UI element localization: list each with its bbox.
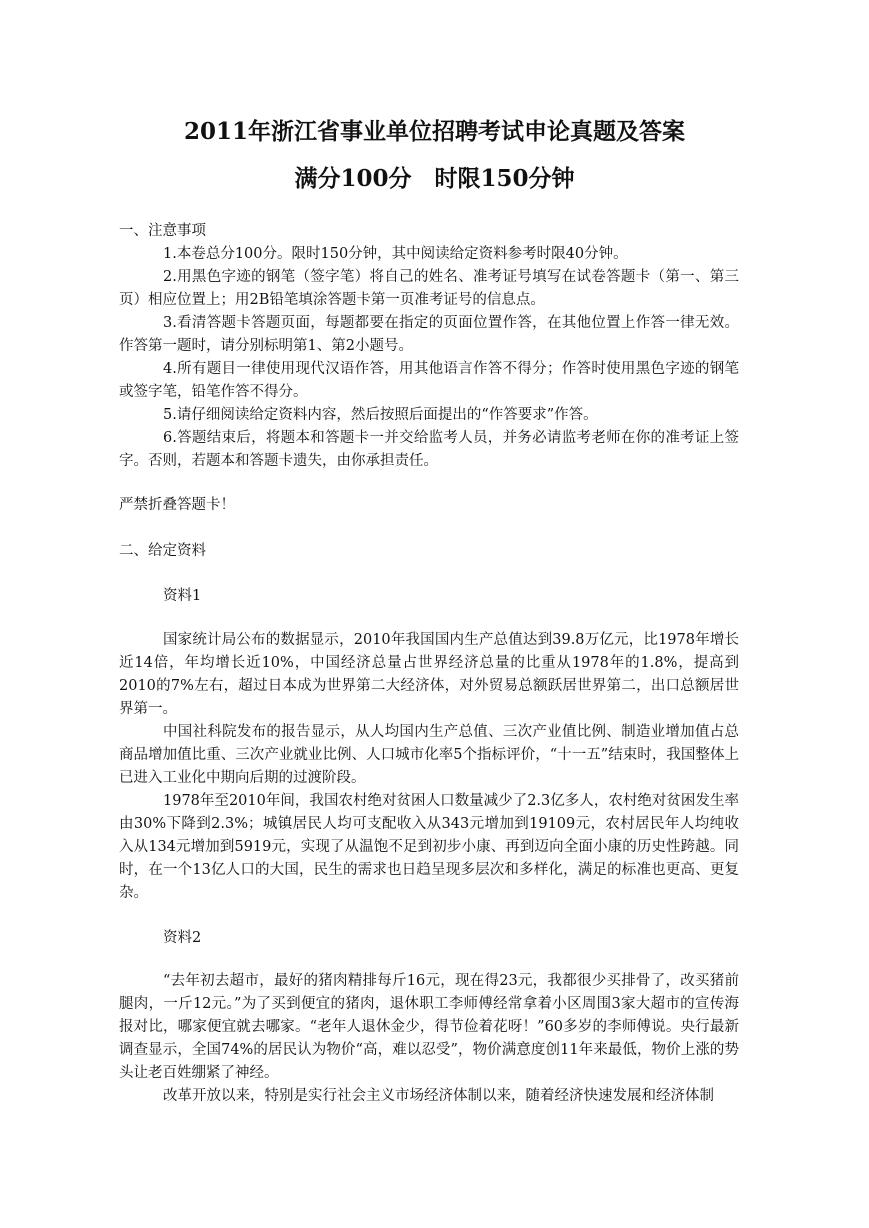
notice-heading: 一、注意事项	[119, 223, 206, 239]
material-paragraph: “去年初去超市，最好的猪肉精排每斤16元，现在得23元，我都很少买排骨了，改买猪前腿肉，一斤12元。”为了买到便宜的猪肉，退休职工李师傅经常拿着小区周围3家大超市的宣传海报对比，哪家便宜就去哪家。“老年人退休金少，得节俭着花呀！”60多岁的李师傅说。央行最新调查显示，全国74%的居民认为物价“高，难以忍受”，物价满意度创11年来最低，物价上涨的势头让老百姓绷紧了神经。	[119, 973, 739, 1081]
page-subtitle: 满分100分 时限150分钟	[294, 165, 575, 192]
material-paragraph: 中国社科院发布的报告显示，从人均国内生产总值、三次产业值比例、制造业增加值占总商品增加值比重、三次产业就业比例、人口城市化率5个指标评价，“十一五”结束时，我国整体上已进入工业化中期向后期的过渡阶段。	[119, 724, 739, 786]
material-2-label: 资料2	[163, 930, 202, 946]
material-1-label: 资料1	[163, 588, 202, 604]
page-title: 2011年浙江省事业单位招聘考试申论真题及答案	[183, 118, 685, 145]
notice-item: 4.所有题目一律使用现代汉语作答，用其他语言作答不得分；作答时使用黑色字迹的钢笔或签字笔，铅笔作答不得分。	[119, 361, 739, 400]
notice-item: 6.答题结束后，将题本和答题卡一并交给监考人员，并务必请监考老师在你的准考证上签字。否则，若题本和答题卡遗失，由你承担责任。	[119, 430, 739, 469]
notice-item: 5.请仔细阅读给定资料内容，然后按照后面提出的“作答要求”作答。	[163, 407, 598, 423]
notice-item: 3.看清答题卡答题页面，每题都要在指定的页面位置作答，在其他位置上作答一律无效。作答第一题时，请分别标明第1、第2小题号。	[119, 315, 739, 354]
material-paragraph: 1978年至2010年间，我国农村绝对贫困人口数量减少了2.3亿多人，农村绝对贫困发生率由30%下降到2.3%；城镇居民人均可支配收入从343元增加到19109元，农村居民年人均纯收入从134元增加到5919元，实现了从温饱不足到初步小康、再到迈向全面小康的历史性跨越。同时，在一个13亿人口的大国，民生的需求也日趋呈现多层次和多样化，满足的标准也更高、更复杂。	[119, 793, 739, 901]
materials-heading: 二、给定资料	[119, 543, 206, 559]
material-paragraph: 改革开放以来，特别是实行社会主义市场经济体制以来，随着经济快速发展和经济体制	[163, 1088, 714, 1104]
material-paragraph: 国家统计局公布的数据显示，2010年我国国内生产总值达到39.8万亿元，比1978年增长近14倍，年均增长近10%，中国经济总量占世界经济总量的比重从1978年的1.8%，提高到2010的7%左右，超过日本成为世界第二大经济体，对外贸易总额跃居世界第二，出口总额居世界第一。	[119, 632, 739, 717]
warning-text: 严禁折叠答题卡！	[119, 497, 235, 513]
notice-item: 2.用黑色字迹的钢笔（签字笔）将自己的姓名、准考证号填写在试卷答题卡（第一、第三页）相应位置上；用2B铅笔填涂答题卡第一页准考证号的信息点。	[119, 269, 739, 308]
notice-item: 1.本卷总分100分。限时150分钟，其中阅读给定资料参考时限40分钟。	[163, 246, 628, 262]
